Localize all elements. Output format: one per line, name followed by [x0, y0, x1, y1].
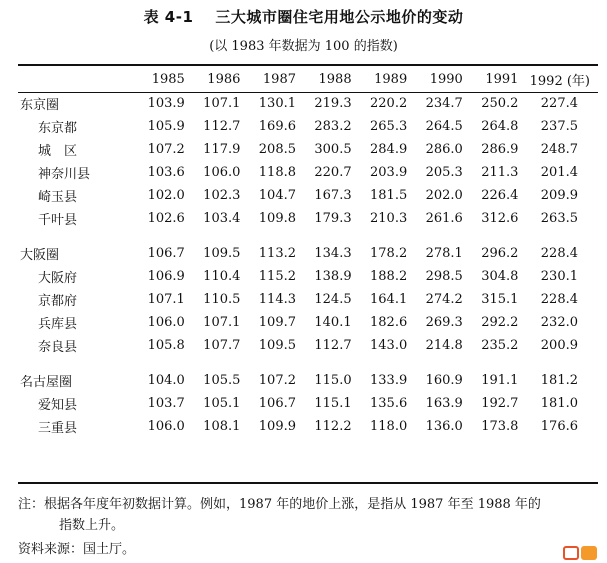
row-label: 城 区	[38, 144, 78, 159]
index-value-cell: 160.9	[425, 373, 463, 388]
logo-mark	[581, 546, 597, 560]
index-value-cell: 179.3	[314, 211, 352, 226]
index-value-cell: 134.3	[314, 246, 352, 261]
index-value-cell: 113.2	[258, 246, 296, 261]
index-value-cell: 118.8	[258, 165, 296, 180]
row-label: 东京圈	[20, 98, 60, 113]
index-value-cell: 205.3	[425, 165, 463, 180]
index-value-cell: 115.2	[258, 269, 296, 284]
table-title	[0, 6, 607, 27]
year-header-row	[18, 67, 598, 92]
index-value-cell: 191.1	[481, 373, 519, 388]
index-value-cell: 108.1	[203, 419, 241, 434]
index-value-cell: 278.1	[425, 246, 463, 261]
table-subtitle: (以 1983 年数据为 100 的指数)	[209, 39, 398, 54]
index-value-cell: 300.5	[314, 142, 352, 157]
prefecture-row	[18, 265, 598, 288]
row-label: 奈良县	[38, 340, 78, 355]
index-value-cell: 106.9	[147, 269, 185, 284]
index-value-cell: 105.8	[147, 338, 185, 353]
table-body	[18, 92, 598, 438]
index-value-cell: 201.4	[540, 165, 578, 180]
row-label: 名古屋圈	[20, 375, 73, 390]
index-value-cell: 102.6	[147, 211, 185, 226]
index-value-cell: 203.9	[370, 165, 408, 180]
year-header: 1990	[429, 72, 463, 87]
index-value-cell: 112.2	[314, 419, 352, 434]
row-label: 崎玉县	[38, 190, 78, 205]
index-value-cell: 274.2	[425, 292, 463, 307]
index-value-cell: 114.3	[258, 292, 296, 307]
index-value-cell: 235.2	[481, 338, 519, 353]
row-label: 爱知县	[38, 398, 78, 413]
index-value-cell: 298.5	[425, 269, 463, 284]
index-value-cell: 143.0	[370, 338, 408, 353]
row-label: 东京都	[38, 121, 78, 136]
row-label: 大阪府	[38, 271, 78, 286]
index-value-cell: 210.3	[370, 211, 408, 226]
index-value-cell: 107.1	[147, 292, 185, 307]
index-value-cell: 211.3	[481, 165, 519, 180]
year-header: 1986	[207, 72, 241, 87]
index-value-cell: 106.7	[147, 246, 185, 261]
index-value-cell: 103.7	[147, 396, 185, 411]
index-value-cell: 163.9	[425, 396, 463, 411]
region-row	[18, 369, 598, 392]
prefecture-row	[18, 207, 598, 230]
index-value-cell: 181.0	[540, 396, 578, 411]
price-index-table	[18, 67, 598, 438]
index-value-cell: 284.9	[370, 142, 408, 157]
spacer-cell	[18, 230, 598, 242]
index-value-cell: 109.7	[258, 315, 296, 330]
row-label: 千叶县	[38, 213, 78, 228]
index-value-cell: 104.7	[258, 188, 296, 203]
index-value-cell: 105.5	[203, 373, 241, 388]
index-value-cell: 292.2	[481, 315, 519, 330]
index-value-cell: 264.5	[425, 119, 463, 134]
prefecture-row	[18, 311, 598, 334]
index-value-cell: 188.2	[370, 269, 408, 284]
index-value-cell: 202.0	[425, 188, 463, 203]
index-value-cell: 181.2	[540, 373, 578, 388]
index-value-cell: 312.6	[481, 211, 519, 226]
index-value-cell: 105.9	[147, 119, 185, 134]
year-header: 1988	[318, 72, 352, 87]
spacer-cell	[18, 357, 598, 369]
index-value-cell: 286.0	[425, 142, 463, 157]
index-value-cell: 112.7	[203, 119, 241, 134]
row-label: 京都府	[38, 294, 78, 309]
index-value-cell: 136.0	[425, 419, 463, 434]
index-value-cell: 110.5	[203, 292, 241, 307]
index-value-cell: 315.1	[481, 292, 519, 307]
group-spacer	[18, 230, 598, 242]
row-label: 兵库县	[38, 317, 78, 332]
group-spacer	[18, 357, 598, 369]
prefecture-row	[18, 115, 598, 138]
year-header: 1989	[374, 72, 408, 87]
index-value-cell: 106.0	[147, 315, 185, 330]
index-value-cell: 169.6	[258, 119, 296, 134]
index-value-cell: 261.6	[425, 211, 463, 226]
index-value-cell: 220.2	[370, 96, 408, 111]
prefecture-row	[18, 184, 598, 207]
row-label: 神奈川县	[38, 167, 91, 182]
index-value-cell: 102.3	[203, 188, 241, 203]
index-value-cell: 102.0	[147, 188, 185, 203]
index-value-cell: 178.2	[370, 246, 408, 261]
index-value-cell: 103.6	[147, 165, 185, 180]
index-value-cell: 176.6	[540, 419, 578, 434]
row-label: 大阪圈	[20, 248, 60, 263]
index-value-cell: 234.7	[425, 96, 463, 111]
index-value-cell: 264.8	[481, 119, 519, 134]
index-value-cell: 140.1	[314, 315, 352, 330]
index-value-cell: 117.9	[203, 142, 241, 157]
prefecture-row	[18, 161, 598, 184]
index-value-cell: 248.7	[540, 142, 578, 157]
index-value-cell: 133.9	[370, 373, 408, 388]
index-value-cell: 214.8	[425, 338, 463, 353]
index-value-cell: 135.6	[370, 396, 408, 411]
index-value-cell: 107.2	[147, 142, 185, 157]
index-value-cell: 109.8	[258, 211, 296, 226]
index-value-cell: 237.5	[540, 119, 578, 134]
index-value-cell: 109.5	[258, 338, 296, 353]
index-value-cell: 209.9	[540, 188, 578, 203]
row-label: 三重县	[38, 421, 78, 436]
index-value-cell: 130.1	[258, 96, 296, 111]
index-value-cell: 107.2	[258, 373, 296, 388]
index-value-cell: 265.3	[370, 119, 408, 134]
index-value-cell: 105.1	[203, 396, 241, 411]
index-value-cell: 269.3	[425, 315, 463, 330]
index-value-cell: 263.5	[540, 211, 578, 226]
index-value-cell: 228.4	[540, 292, 578, 307]
data-source: 资料来源：国土厅。	[18, 542, 136, 557]
index-value-cell: 106.7	[258, 396, 296, 411]
index-value-cell: 167.3	[314, 188, 352, 203]
prefecture-row	[18, 288, 598, 311]
index-value-cell: 107.1	[203, 96, 241, 111]
prefecture-row	[18, 415, 598, 438]
index-value-cell: 296.2	[481, 246, 519, 261]
index-value-cell: 107.7	[203, 338, 241, 353]
prefecture-row	[18, 138, 598, 161]
index-value-cell: 182.6	[370, 315, 408, 330]
index-value-cell: 230.1	[540, 269, 578, 284]
bottom-rule	[18, 482, 598, 484]
table-number: 表 4-1	[143, 8, 194, 26]
index-value-cell: 164.1	[370, 292, 408, 307]
index-value-cell: 181.5	[370, 188, 408, 203]
index-value-cell: 109.9	[258, 419, 296, 434]
index-value-cell: 219.3	[314, 96, 352, 111]
index-value-cell: 138.9	[314, 269, 352, 284]
region-row	[18, 242, 598, 265]
prefecture-row	[18, 334, 598, 357]
index-value-cell: 118.0	[370, 419, 408, 434]
year-header: 1987	[262, 72, 296, 87]
index-value-cell: 250.2	[481, 96, 519, 111]
index-value-cell: 110.4	[203, 269, 241, 284]
index-value-cell: 115.0	[314, 373, 352, 388]
index-value-cell: 103.4	[203, 211, 241, 226]
index-value-cell: 304.8	[481, 269, 519, 284]
index-value-cell: 227.4	[540, 96, 578, 111]
index-value-cell: 109.5	[203, 246, 241, 261]
index-value-cell: 208.5	[258, 142, 296, 157]
index-value-cell: 103.9	[147, 96, 185, 111]
index-value-cell: 106.0	[147, 419, 185, 434]
note-line-1: 注：根据各年度年初数据计算。例如，1987 年的地价上涨，是指从 1987 年至 1988 年的	[18, 497, 541, 512]
top-rule	[18, 64, 598, 66]
index-value-cell: 286.9	[481, 142, 519, 157]
index-value-cell: 200.9	[540, 338, 578, 353]
prefecture-row	[18, 392, 598, 415]
header-corner	[18, 67, 129, 92]
index-value-cell: 283.2	[314, 119, 352, 134]
index-value-cell: 112.7	[314, 338, 352, 353]
index-value-cell: 226.4	[481, 188, 519, 203]
table-note	[18, 494, 598, 536]
note-line-2: 指数上升。	[59, 518, 125, 533]
index-value-cell: 192.7	[481, 396, 519, 411]
index-value-cell: 106.0	[203, 165, 241, 180]
year-header: 1992 (年)	[529, 74, 590, 89]
index-value-cell: 124.5	[314, 292, 352, 307]
index-value-cell: 104.0	[147, 373, 185, 388]
index-value-cell: 228.4	[540, 246, 578, 261]
index-value-cell: 232.0	[540, 315, 578, 330]
index-value-cell: 107.1	[203, 315, 241, 330]
year-header: 1985	[151, 72, 185, 87]
index-value-cell: 115.1	[314, 396, 352, 411]
table-title-text: 三大城市圈住宅用地公示地价的变动	[215, 8, 464, 26]
index-value-cell: 173.8	[481, 419, 519, 434]
watermark-logo	[563, 545, 603, 561]
logo-mark	[563, 546, 579, 560]
index-value-cell: 220.7	[314, 165, 352, 180]
region-row	[18, 92, 598, 115]
year-header: 1991	[485, 72, 519, 87]
